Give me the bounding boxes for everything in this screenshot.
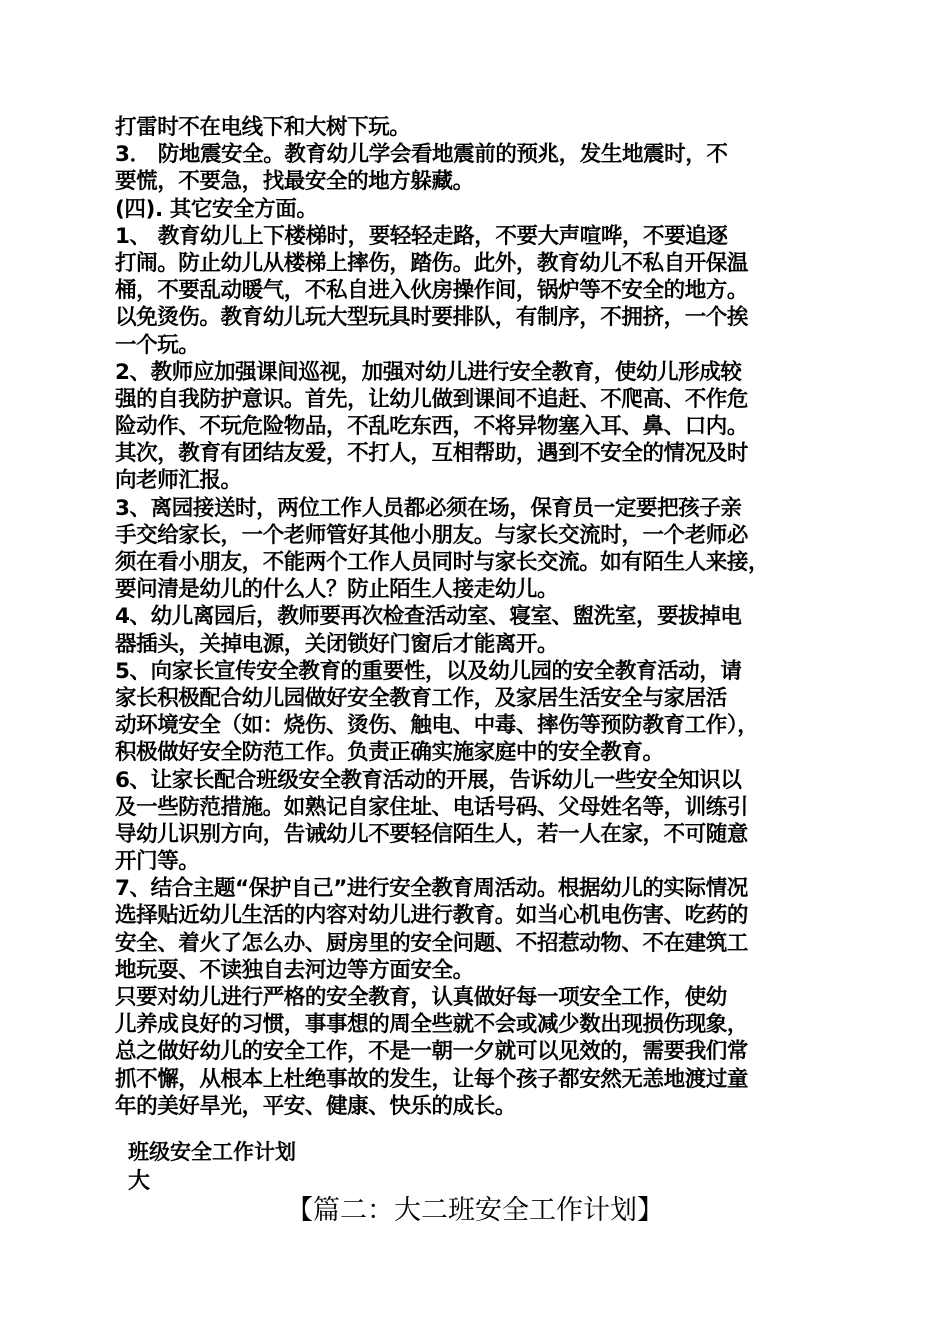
text-line: 器插头，关掉电源，关闭锁好门窗后才能离开。 — [115, 631, 559, 657]
text-line: 3． 防地震安全。教育幼儿学会看地震前的预兆，发生地震时，不 — [115, 142, 728, 168]
text-line: 以免烫伤。教育幼儿玩大型玩具时要排队，有制序，不拥挤，一个挨 — [115, 305, 749, 331]
text-line: 6、让家长配合班级安全教育活动的开展，告诉幼儿一些安全知识以 — [115, 767, 742, 793]
text-line: 险动作、不玩危险物品，不乱吃东西，不将异物塞入耳、鼻、口内。 — [115, 414, 749, 440]
text-line: 地玩耍、不读独自去河边等方面安全。 — [115, 957, 474, 983]
text-line: 4、幼儿离园后，教师要再次检查活动室、寝室、盥洗室，要拔掉电 — [115, 604, 742, 630]
text-line: 向老师汇报。 — [115, 468, 242, 494]
text-line: 年的美好旱光，平安、健康、快乐的成长。 — [115, 1093, 516, 1119]
text-line: 选择贴近幼儿生活的内容对幼儿进行教育。如当心机电伤害、吃药的 — [115, 903, 749, 929]
text-line: 手交给家长，一个老师管好其他小朋友。与家长交流时，一个老师必 — [115, 522, 749, 548]
class-char: 大 — [128, 1169, 151, 1194]
text-line: 安全、着火了怎么办、厨房里的安全问题、不招惹动物、不在建筑工 — [115, 930, 749, 956]
text-line: 积极做好安全防范工作。负责正确实施家庭中的安全教育。 — [115, 740, 664, 766]
text-line: 要问清是幼儿的什么人？防止陌生人接走幼儿。 — [115, 577, 559, 603]
text-line: 及一些防范措施。如熟记自家住址、电话号码、父母姓名等，训练引 — [115, 794, 749, 820]
text-line: 须在看小朋友，不能两个工作人员同时与家长交流。如有陌生人来接， — [115, 550, 770, 575]
text-line: 打闹。防止幼儿从楼梯上摔伤，踏伤。此外，教育幼儿不私自开保温 — [115, 250, 749, 276]
text-line: 要慌，不要急，找最安全的地方躲藏。 — [115, 169, 474, 195]
text-line: 强的自我防护意识。首先，让幼儿做到课间不追赶、不爬高、不作危 — [115, 386, 749, 412]
text-line: 儿养成良好的习惯，事事想的周全些就不会或减少数出现损伤现象， — [115, 1012, 749, 1038]
text-line: 5、向家长宣传安全教育的重要性，以及幼儿园的安全教育活动，请 — [115, 658, 742, 684]
text-line: 抓不懈，从根本上杜绝事故的发生，让每个孩子都安然无恙地渡过童 — [115, 1066, 749, 1092]
document-body — [115, 114, 843, 1120]
text-line: 动环境安全（如：烧伤、烫伤、触电、中毒、摔伤等预防教育工作）， — [115, 713, 759, 739]
text-line: 其次，教育有团结友爱，不打人，互相帮助，遇到不安全的情况及时 — [115, 441, 749, 467]
text-line: 家长积极配合幼儿园做好安全教育工作，及家居生活安全与家居活 — [115, 685, 727, 711]
text-line: 导幼儿识别方向，告诫幼儿不要轻信陌生人，若一人在家，不可随意 — [115, 821, 749, 847]
text-line: 2、教师应加强课间巡视，加强对幼儿进行安全教育，使幼儿形成较 — [115, 359, 742, 385]
plan-title: 班级安全工作计划 — [128, 1140, 296, 1164]
text-line: 开门等。 — [115, 849, 200, 875]
section-heading: 【篇二：大二班安全工作计划】 — [286, 1195, 664, 1226]
text-line: 只要对幼儿进行严格的安全教育，认真做好每一项安全工作，使幼 — [115, 985, 727, 1010]
text-line: 7、结合主题“保护自己”进行安全教育周活动。根据幼儿的实际情况 — [115, 876, 748, 902]
text-line: 桶，不要乱动暖气，不私自进入伙房操作间，锅炉等不安全的地方。 — [115, 278, 749, 304]
text-line: 打雷时不在电线下和大树下玩。 — [115, 115, 411, 140]
text-line: (四). 其它安全方面。 — [115, 196, 318, 222]
text-line: 一个玩。 — [115, 332, 200, 358]
text-line: 1、 教育幼儿上下楼梯时，要轻轻走路，不要大声喧哗，不要追逐 — [115, 223, 728, 249]
text-line: 3、离园接送时，两位工作人员都必须在场，保育员一定要把孩子亲 — [115, 495, 742, 521]
text-line: 总之做好幼儿的安全工作，不是一朝一夕就可以见效的，需要我们常 — [115, 1039, 749, 1065]
